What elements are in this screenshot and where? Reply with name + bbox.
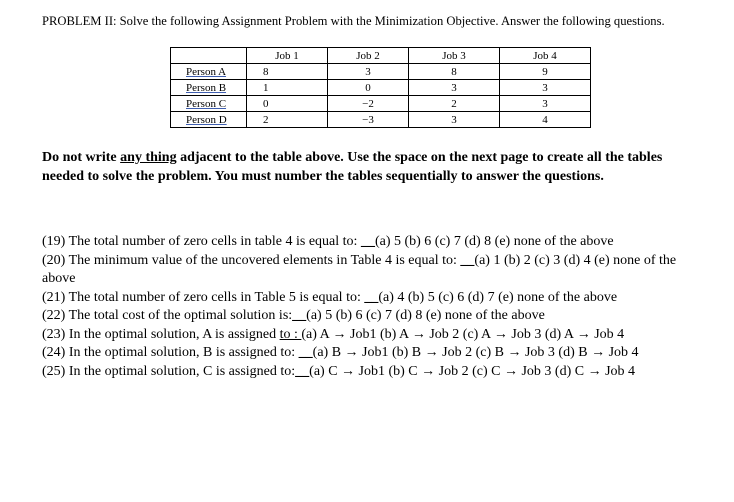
answer-blank[interactable]: __ <box>292 308 307 323</box>
instruction-text <box>42 149 682 186</box>
row-label: Person B <box>171 80 247 96</box>
table-cell: 1 <box>247 80 328 96</box>
table-row <box>171 64 591 80</box>
table-corner-cell <box>171 48 247 64</box>
answer-blank[interactable]: __ <box>295 363 310 379</box>
table-cell: 9 <box>500 64 591 80</box>
table-row <box>171 80 591 96</box>
table-row <box>171 112 591 128</box>
table-cell: −2 <box>328 96 409 112</box>
table-cell: 3 <box>500 80 591 96</box>
table-cell: 4 <box>500 112 591 128</box>
question-23: (23) In the optimal solution, A is assigned to : (a) A → Job1 (b) A → Job 2 (c) A → Job 3 (d) A → Job 4 <box>42 326 625 342</box>
table-cell: 3 <box>409 80 500 96</box>
assignment-table <box>170 47 591 128</box>
row-label: Person A <box>171 64 247 80</box>
header-job-2: Job 2 <box>328 48 409 64</box>
question-19: (19) The total number of zero cells in table 4 is equal to: __(a) 5 (b) 6 (c) 7 (d) 8 (e) none of the above <box>42 234 614 249</box>
answer-blank[interactable]: __ <box>360 234 375 249</box>
question-21: (21) The total number of zero cells in Table 5 is equal to: __(a) 4 (b) 5 (c) 6 (d) 7 (e) none of the above <box>42 289 618 305</box>
question-25: (25) In the optimal solution, C is assigned to:__(a) C → Job1 (b) C → Job 2 (c) C → Job 3 (d) C → Job 4 <box>42 363 636 379</box>
table-cell: 0 <box>247 96 328 112</box>
answer-blank[interactable]: __ <box>364 289 379 305</box>
instruction-part: adjacent to the table above. Use the space on the next page to create all the tables needed to solve the problem. You must number the tables sequentially to answer the questions. <box>42 150 663 184</box>
table-cell: 3 <box>409 112 500 128</box>
header-job-4: Job 4 <box>500 48 591 64</box>
answer-blank[interactable]: __ <box>460 252 475 268</box>
table-cell: 0 <box>328 80 409 96</box>
question-20: (20) The minimum value of the uncovered elements in Table 4 is equal to: __(a) 1 (b) 2 (c) 3 (d) 4 (e) none of the above <box>42 252 677 286</box>
question-22: (22) The total cost of the optimal solution is:__(a) 5 (b) 6 (c) 7 (d) 8 (e) none of the above <box>42 308 545 323</box>
table-cell: 8 <box>409 64 500 80</box>
table-cell: 2 <box>409 96 500 112</box>
table-header-row <box>171 48 591 64</box>
problem-statement: PROBLEM II: Solve the following Assignment Problem with the Minimization Objective. Answer the following questions. <box>42 14 665 28</box>
answer-blank[interactable]: __ <box>298 345 313 360</box>
question-24: (24) In the optimal solution, B is assigned to: __(a) B → Job1 (b) B → Job 2 (c) B → Job 3 (d) B → Job 4 <box>42 345 639 360</box>
table-cell: −3 <box>328 112 409 128</box>
table-cell: 3 <box>500 96 591 112</box>
answer-blank[interactable]: to : <box>279 326 302 342</box>
table-cell: 8 <box>247 64 328 80</box>
table-cell: 3 <box>328 64 409 80</box>
table-cell: 2 <box>247 112 328 128</box>
header-job-1: Job 1 <box>247 48 328 64</box>
row-label: Person C <box>171 96 247 112</box>
question-list <box>42 233 682 381</box>
row-label: Person D <box>171 112 247 128</box>
instruction-underlined: any thing <box>120 150 177 165</box>
instruction-part: Do not write <box>42 150 121 165</box>
header-job-3: Job 3 <box>409 48 500 64</box>
table-row <box>171 96 591 112</box>
